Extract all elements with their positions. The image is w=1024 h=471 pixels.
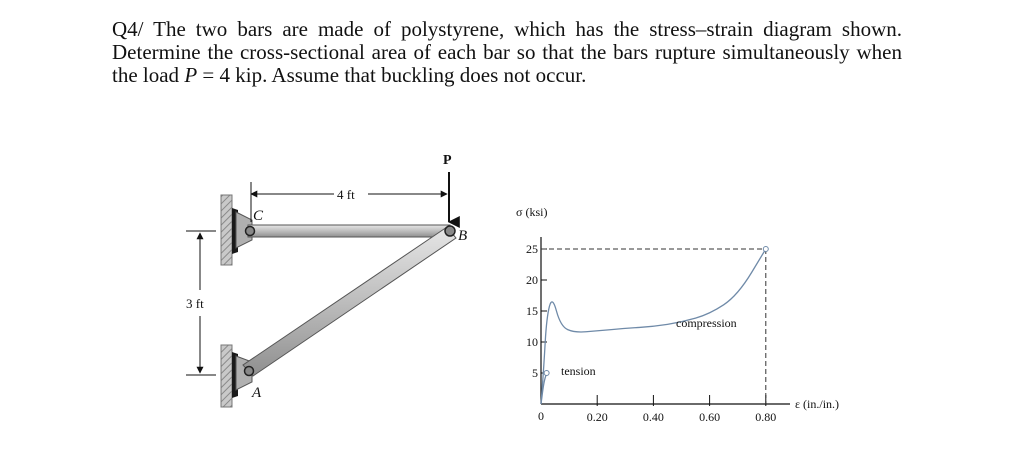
y-tick-label: 10 <box>526 335 538 349</box>
load-label: P <box>443 153 452 168</box>
x-tick-label: 0.80 <box>755 410 777 424</box>
bar-ab <box>243 227 456 376</box>
compression-rupture-point <box>763 247 768 252</box>
pin-c <box>246 227 255 236</box>
truss-structure <box>186 153 467 407</box>
y-tick-label: 25 <box>526 242 538 256</box>
problem-number: Q4/ <box>112 17 144 41</box>
upper-wall <box>221 195 232 265</box>
point-b-label: B <box>458 228 468 244</box>
span-dimension-label: 4 ft <box>337 187 355 202</box>
load-variable: P <box>184 63 198 87</box>
pin-a <box>245 367 254 376</box>
problem-text-part-2: = 4 kip. Assume that buckling does not occur. <box>197 63 587 87</box>
height-dimension-label: 3 ft <box>186 296 204 311</box>
compression-annotation: compression <box>676 316 737 330</box>
bar-cb <box>248 225 450 237</box>
tension-annotation: tension <box>561 364 596 378</box>
tension-rupture-point <box>544 371 549 376</box>
point-c-label: C <box>253 208 264 224</box>
pin-b <box>445 226 455 236</box>
chart-ticks <box>526 242 776 424</box>
y-tick-label: 15 <box>526 304 538 318</box>
x-tick-label: 0.20 <box>586 410 608 424</box>
chart-ylabel: σ (ksi) <box>516 205 548 219</box>
y-tick-label: 5 <box>532 366 538 380</box>
x-tick-label: 0.60 <box>699 410 721 424</box>
point-a-label: A <box>252 385 262 401</box>
stress-strain-chart <box>516 205 839 424</box>
lower-wall <box>221 345 232 407</box>
chart-origin-label: 0 <box>538 409 544 423</box>
problem-text-part-1: The two bars are made of polystyrene, which has the stress–strain diagram shown. Determine the cross-sectional area of each bar so that the bars rupture simultaneously when the load <box>112 17 902 87</box>
x-tick-label: 0.40 <box>642 410 664 424</box>
chart-xlabel: ε (in./in.) <box>795 397 840 411</box>
y-tick-label: 20 <box>526 273 538 287</box>
